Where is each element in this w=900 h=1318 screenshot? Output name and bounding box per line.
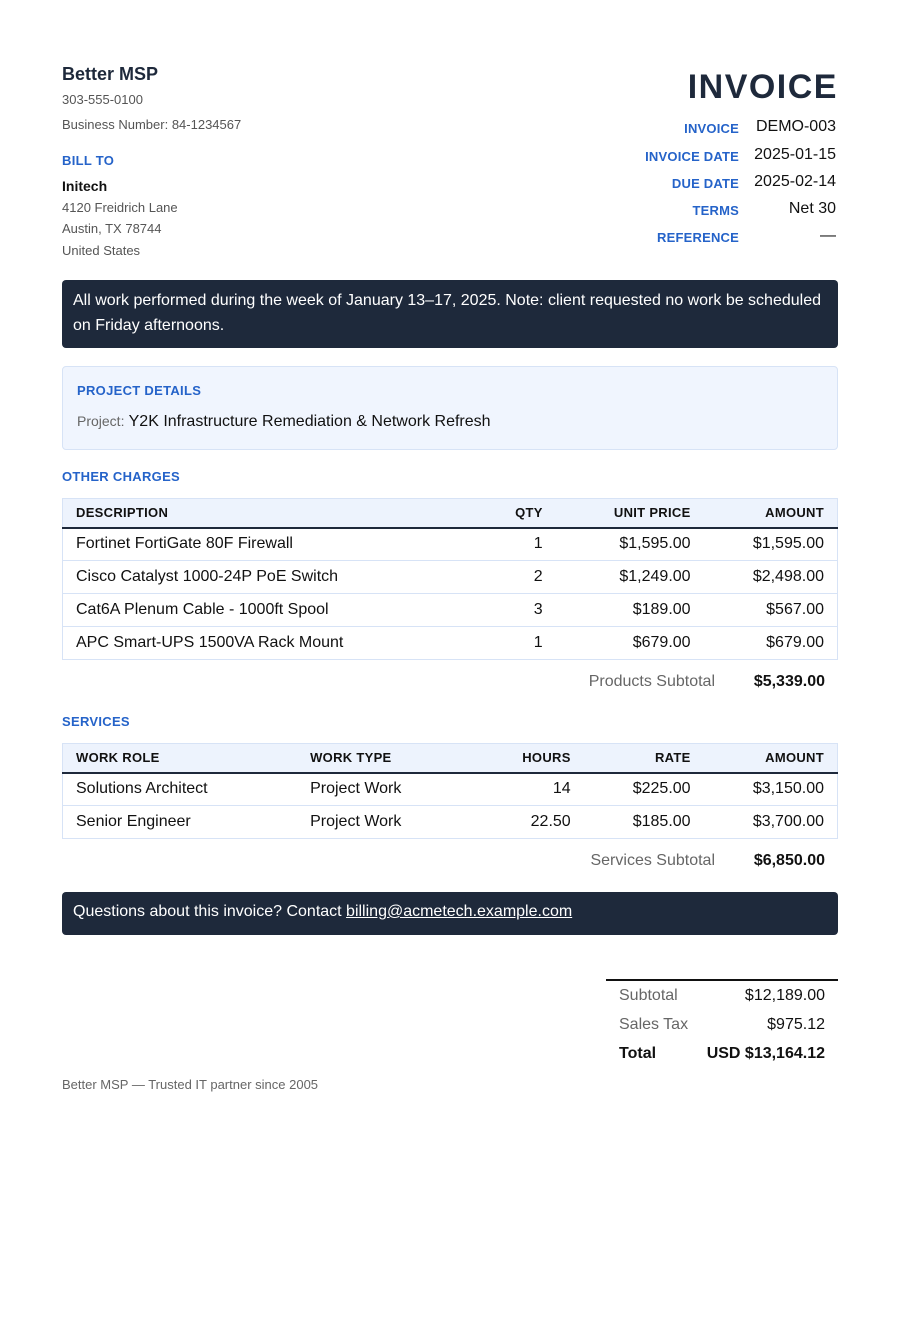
meta-value: —	[820, 227, 836, 244]
footer-tagline: Better MSP — Trusted IT partner since 2005	[62, 1077, 319, 1092]
meta-row-invoice-date	[538, 146, 838, 168]
business-number: Business Number: 84-1234567	[62, 117, 242, 132]
column-header-hours: HOURS	[467, 744, 584, 773]
service-amount: $3,700.00	[704, 806, 838, 839]
item-qty: 2	[482, 561, 556, 594]
column-header-amount: AMOUNT	[704, 499, 838, 528]
meta-label: REFERENCE	[657, 230, 739, 245]
totals-grand-label: Total	[619, 1045, 657, 1062]
services-subtotal-label: Services Subtotal	[590, 852, 715, 869]
invoice-title: INVOICE	[687, 68, 838, 106]
service-rate: $185.00	[584, 806, 704, 839]
services-subtotal-value: $6,850.00	[753, 852, 825, 869]
column-header-work-type: WORK TYPE	[297, 744, 467, 773]
project-prefix: Project:	[77, 413, 125, 429]
meta-row-due-date	[538, 173, 838, 195]
column-header-rate: RATE	[584, 744, 704, 773]
project-details-label: PROJECT DETAILS	[77, 383, 202, 398]
services-label: SERVICES	[62, 714, 130, 729]
note-banner: All work performed during the week of January 13–17, 2025. Note: client requested no work be scheduled on Friday afternoons.	[62, 280, 838, 348]
meta-label: TERMS	[692, 203, 739, 218]
meta-label: INVOICE DATE	[645, 149, 739, 164]
column-header-description: DESCRIPTION	[63, 499, 482, 528]
totals-block	[606, 979, 838, 1068]
item-description: Cat6A Plenum Cable - 1000ft Spool	[63, 594, 482, 627]
service-type: Project Work	[297, 773, 467, 806]
table-row	[63, 806, 838, 839]
meta-row-reference	[538, 227, 838, 249]
item-unit-price: $189.00	[556, 594, 704, 627]
meta-value: DEMO-003	[755, 118, 836, 135]
table-header-row	[63, 744, 838, 773]
table-row	[63, 594, 838, 627]
client-address-line: Austin, TX 78744	[62, 221, 162, 236]
products-subtotal-value: $5,339.00	[753, 673, 825, 690]
item-amount: $2,498.00	[704, 561, 838, 594]
services-subtotal	[425, 852, 825, 874]
column-header-amount: AMOUNT	[704, 744, 838, 773]
table-row	[63, 627, 838, 660]
meta-value: 2025-01-15	[754, 146, 836, 163]
item-qty: 1	[482, 528, 556, 561]
service-hours: 22.50	[467, 806, 584, 839]
column-header-unit-price: UNIT PRICE	[556, 499, 704, 528]
project-details-box	[62, 366, 838, 450]
other-charges-label: OTHER CHARGES	[62, 469, 181, 484]
item-unit-price: $1,595.00	[556, 528, 704, 561]
item-description: Cisco Catalyst 1000-24P PoE Switch	[63, 561, 482, 594]
item-unit-price: $1,249.00	[556, 561, 704, 594]
item-qty: 3	[482, 594, 556, 627]
service-type: Project Work	[297, 806, 467, 839]
client-address-line: 4120 Freidrich Lane	[62, 200, 178, 215]
table-row	[63, 528, 838, 561]
products-subtotal	[425, 673, 825, 695]
meta-label: INVOICE	[684, 121, 739, 136]
contact-banner	[62, 892, 838, 935]
meta-value: 2025-02-14	[754, 173, 836, 190]
project-name: Y2K Infrastructure Remediation & Network Refresh	[128, 413, 491, 430]
meta-value: Net 30	[788, 200, 836, 217]
meta-row-terms	[538, 200, 838, 222]
item-description: Fortinet FortiGate 80F Firewall	[63, 528, 482, 561]
service-role: Solutions Architect	[63, 773, 298, 806]
totals-tax-value: $975.12	[767, 1016, 825, 1033]
client-name: Initech	[62, 178, 108, 194]
service-amount: $3,150.00	[704, 773, 838, 806]
totals-subtotal-label: Subtotal	[619, 987, 678, 1004]
meta-label: DUE DATE	[671, 176, 739, 191]
service-rate: $225.00	[584, 773, 704, 806]
bill-to-label: BILL TO	[62, 153, 115, 168]
totals-tax-label: Sales Tax	[619, 1016, 689, 1033]
totals-grand-value: USD $13,164.12	[706, 1045, 825, 1062]
table-row	[63, 773, 838, 806]
company-name: Better MSP	[62, 64, 159, 84]
item-amount: $1,595.00	[704, 528, 838, 561]
column-header-qty: QTY	[482, 499, 556, 528]
service-role: Senior Engineer	[63, 806, 298, 839]
item-amount: $567.00	[704, 594, 838, 627]
project-line	[77, 413, 491, 431]
totals-tax-row	[606, 1010, 838, 1039]
billing-email-link[interactable]: billing@acmetech.example.com	[346, 903, 573, 920]
table-header-row	[63, 499, 838, 528]
service-hours: 14	[467, 773, 584, 806]
products-subtotal-label: Products Subtotal	[588, 673, 715, 690]
contact-text: Questions about this invoice? Contact	[73, 903, 347, 920]
item-description: APC Smart-UPS 1500VA Rack Mount	[63, 627, 482, 660]
client-address-line: United States	[62, 243, 141, 258]
other-charges-table	[62, 498, 838, 660]
company-phone: 303-555-0100	[62, 92, 143, 107]
item-qty: 1	[482, 627, 556, 660]
totals-subtotal-row	[606, 981, 838, 1010]
services-table	[62, 743, 838, 839]
totals-grand-row	[606, 1039, 838, 1068]
column-header-work-role: WORK ROLE	[63, 744, 298, 773]
meta-row-invoice-number	[538, 118, 838, 140]
totals-subtotal-value: $12,189.00	[744, 987, 825, 1004]
item-unit-price: $679.00	[556, 627, 704, 660]
table-row	[63, 561, 838, 594]
item-amount: $679.00	[704, 627, 838, 660]
